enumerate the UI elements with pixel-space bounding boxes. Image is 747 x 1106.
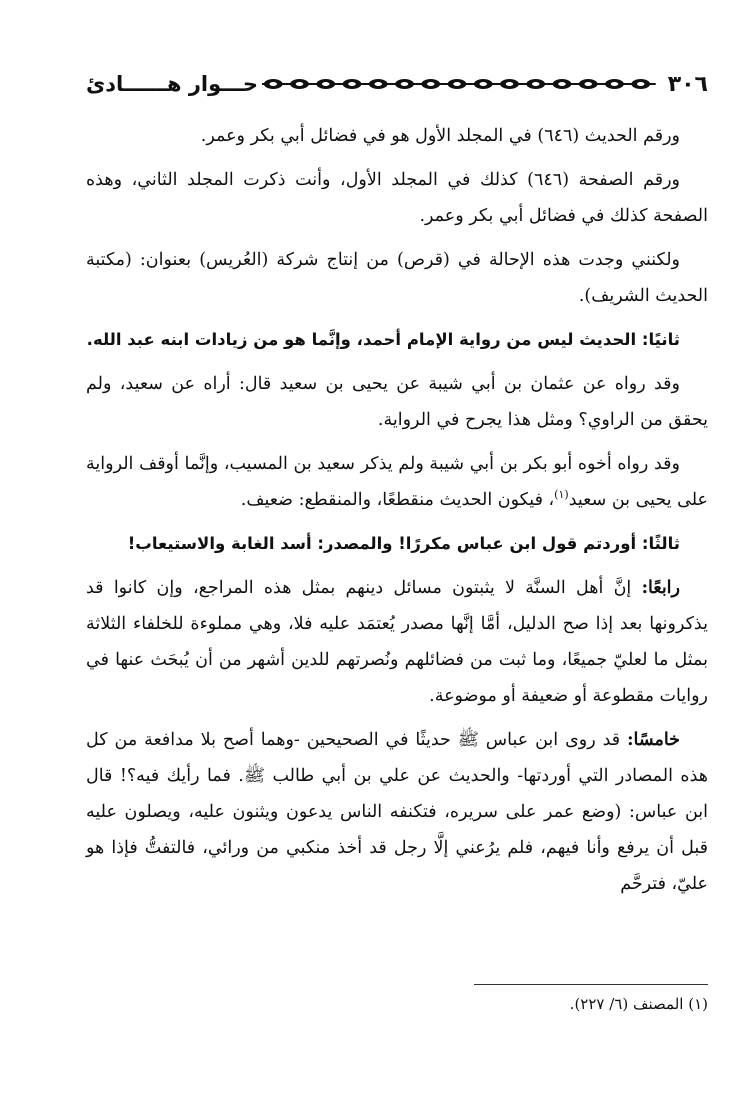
paragraph-third-point [86, 526, 708, 562]
running-title: حـــوار هــــــادئ [86, 72, 258, 96]
paragraph-text: إنَّ أهل السنَّة لا يثبتون مسائل دينهم بمثل هذه المراجع، وإن كانوا قد يذكرونها بعد إذا صح الدليل، أمَّا إنَّها مصدر يُعتمَد عليه فلا، وهي مملوءة للخلفاء الثلاثة بمثل ما لعليّ جميعًا، وما ثبت من فضائلهم ونُصرتهم للدين أشهر من أن يُبحَث عنها في روايات مقطوعة أو ضعيفة أو موضوعة. [86, 578, 708, 706]
paragraph-text: الحديث ليس من رواية الإمام أحمد، وإنَّما هو من زيادات ابنه عبد الله. [86, 330, 642, 349]
paragraph-text: ورقم الحديث (٦٤٦) في المجلد الأول هو في فضائل أبي بكر وعمر. [200, 126, 680, 146]
paragraph [86, 446, 708, 518]
main-text [86, 118, 708, 910]
paragraph-second-point [86, 322, 708, 358]
paragraph-text: ولكنني وجدت هذه الإحالة في (قرص) من إنتاج شركة (العُريس) بعنوان: (مكتبة الحديث الشريف). [86, 250, 708, 306]
paragraph-text: وقد رواه أخوه أبو بكر بن أبي شيبة ولم يذكر سعيد بن المسيب، وإنَّما أوقف الرواية على يحيى بن سعيد [86, 454, 708, 510]
paragraph-text: وقد رواه عن عثمان بن أبي شيبة عن يحيى بن سعيد قال: أراه عن سعيد، ولم يحقق من الراوي؟ ومثل هذا يجرح في الرواية. [86, 374, 708, 430]
page-number: ٣٠٦ [667, 71, 708, 97]
point-lead: ثالثًا: [641, 534, 680, 553]
paragraph [86, 118, 708, 154]
decorative-ornament-icon [262, 72, 656, 96]
footnote [86, 992, 708, 1016]
footnote-text: (١) المصنف (٦/ ٢٢٧). [569, 995, 708, 1013]
paragraph [86, 242, 708, 314]
point-lead: رابعًا: [641, 578, 680, 598]
footnote-marker[interactable]: (١) [554, 488, 569, 502]
paragraph-fourth-point [86, 570, 708, 714]
point-lead: خامسًا: [627, 730, 680, 750]
paragraph [86, 162, 708, 234]
paragraph [86, 366, 708, 438]
paragraph-text: ورقم الصفحة (٦٤٦) كذلك في المجلد الأول، وأنت ذكرت المجلد الثاني، وهذه الصفحة كذلك في فضائل أبي بكر وعمر. [86, 170, 708, 226]
paragraph-text: قد روى ابن عباس ﷺ حديثًا في الصحيحين -وهما أصح بلا مدافعة من كل هذه المصادر التي أوردتها- والحديث عن علي بن أبي طالب ﷺ. فما رأيك فيه؟! قال ابن عباس: (وضع عمر على سريره، فتكنفه الناس يدعون ويثنون عليه، ويصلون عليه قبل أن يرفع وأنا فيهم، فلم يرُعني إلَّا رجل قد أخذ منكبي من ورائي، فالتفتُّ فإذا هو عليّ، فترحَّم [86, 730, 708, 894]
footnote-divider [474, 984, 708, 985]
paragraph-fifth-point [86, 722, 708, 902]
page-header [86, 62, 708, 106]
point-lead: ثانيًا: [641, 330, 680, 349]
paragraph-text: ، فيكون الحديث منقطعًا، والمنقطع: ضعيف. [240, 490, 555, 510]
paragraph-text: أوردتم قول ابن عباس مكررًا! والمصدر: أسد الغابة والاستيعاب! [127, 534, 642, 553]
